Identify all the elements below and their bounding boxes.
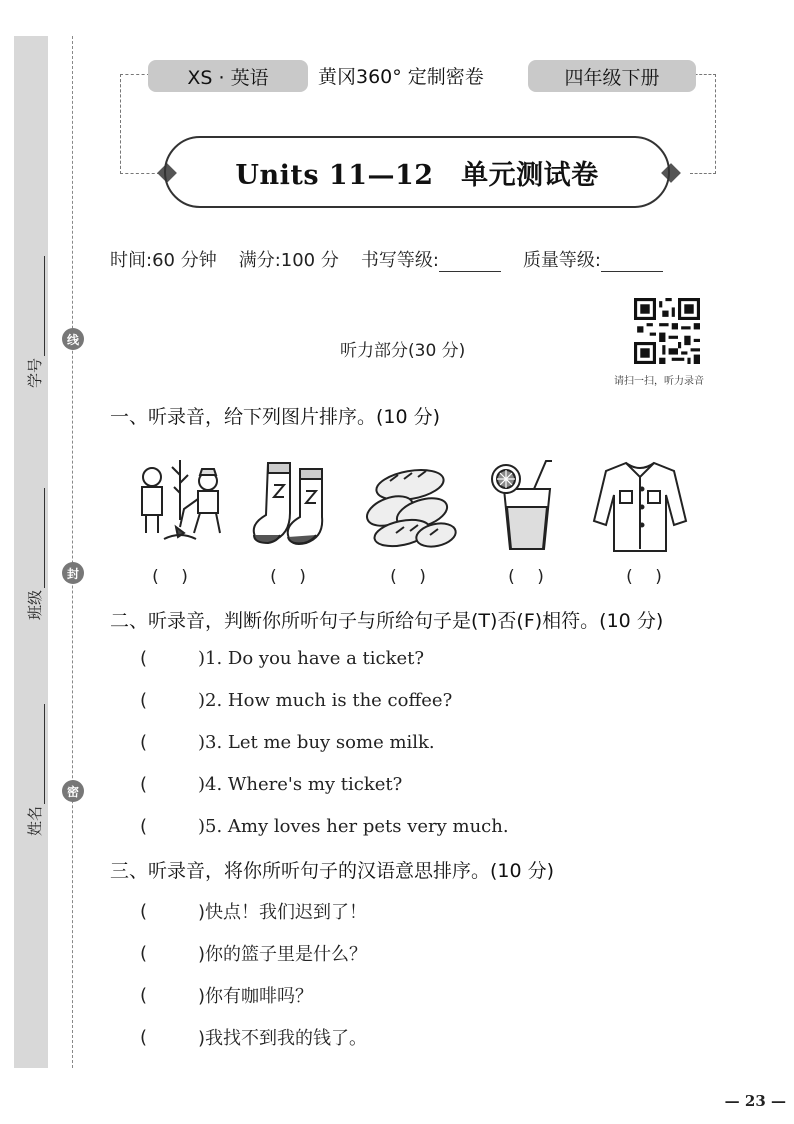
name-field[interactable] [24, 704, 45, 836]
answer-bracket[interactable]: ( [140, 900, 148, 922]
answer-bracket[interactable]: ( [140, 1026, 148, 1048]
question-text: )快点！我们迟到了！ [198, 902, 368, 923]
answer-bracket-row [130, 562, 700, 586]
juice-picture [480, 455, 580, 555]
student-id-field[interactable] [24, 256, 45, 388]
writing-grade-blank[interactable] [439, 254, 501, 272]
answer-bracket[interactable]: ( ) [626, 567, 662, 587]
bread-picture [360, 455, 460, 555]
picture-row [130, 455, 700, 565]
field-label: 姓名 [26, 805, 44, 836]
answer-bracket[interactable]: ( ) [508, 567, 544, 587]
list-item [140, 898, 367, 924]
list-item [140, 732, 435, 753]
answer-bracket[interactable]: ( [140, 774, 148, 795]
title-text: Units 11—12 单元测试卷 [235, 159, 599, 191]
listening-heading: 听力部分(30 分) [340, 341, 466, 361]
seal-mark: 线 [62, 328, 84, 350]
field-label: 班级 [26, 589, 44, 620]
brand-text: 黄冈360° 定制密卷 [318, 66, 484, 88]
quality-grade-blank[interactable] [601, 254, 663, 272]
answer-bracket[interactable]: ( ) [390, 567, 426, 587]
cut-line [72, 36, 73, 1068]
question-text: )我找不到我的钱了。 [198, 1028, 368, 1049]
question-text: )2. How much is the coffee? [198, 690, 453, 711]
shirt-picture [590, 455, 690, 555]
answer-bracket[interactable]: ( [140, 816, 148, 837]
qr-code-icon[interactable] [634, 298, 700, 364]
planting-trees-picture [130, 455, 230, 555]
answer-bracket[interactable]: ( ) [270, 567, 306, 587]
class-field[interactable] [24, 488, 45, 620]
answer-bracket[interactable]: ( ) [152, 567, 188, 587]
series-pill: XS · 英语 [148, 60, 308, 92]
list-item [140, 774, 402, 795]
page-number: — 23 — [724, 1092, 786, 1110]
answer-bracket[interactable]: ( [140, 648, 148, 669]
seal-mark: 密 [62, 780, 84, 802]
section-3-heading: 三、听录音，将你所听句子的汉语意思排序。(10 分) [110, 860, 555, 882]
list-item [140, 690, 452, 711]
list-item [140, 648, 424, 669]
writing-grade [361, 246, 501, 272]
question-text: )4. Where's my ticket? [198, 774, 403, 795]
question-text: )5. Amy loves her pets very much. [198, 816, 509, 837]
grade-pill: 四年级下册 [528, 60, 696, 92]
page-title [164, 136, 670, 208]
qr-caption: 请扫一扫，听力录音 [614, 376, 704, 387]
seal-mark: 封 [62, 562, 84, 584]
list-item [140, 982, 313, 1008]
question-text: )你的篮子里是什么？ [198, 944, 368, 965]
writing-grade-label: 书写等级: [360, 250, 439, 271]
list-item [140, 816, 509, 837]
section-1-heading: 一、听录音，给下列图片排序。(10 分) [110, 406, 441, 428]
quality-grade-label: 质量等级: [522, 250, 602, 271]
answer-bracket[interactable]: ( [140, 942, 148, 964]
time-label: 时间:60 分钟 [110, 250, 217, 271]
question-text: )1. Do you have a ticket? [198, 648, 425, 669]
question-text: )3. Let me buy some milk. [198, 732, 435, 753]
answer-bracket[interactable]: ( [140, 690, 148, 711]
quality-grade [523, 246, 663, 272]
section-2-heading: 二、听录音，判断你所听句子与所给句子是(T)否(F)相符。(10 分) [110, 610, 664, 632]
socks-picture [248, 455, 348, 555]
exam-info [110, 246, 663, 272]
answer-bracket[interactable]: ( [140, 732, 148, 753]
field-label: 学号 [26, 357, 44, 388]
full-score-label: 满分:100 分 [238, 250, 339, 271]
question-text: )你有咖啡吗？ [198, 986, 314, 1007]
list-item [140, 1024, 367, 1050]
list-item [140, 940, 367, 966]
answer-bracket[interactable]: ( [140, 984, 148, 1006]
